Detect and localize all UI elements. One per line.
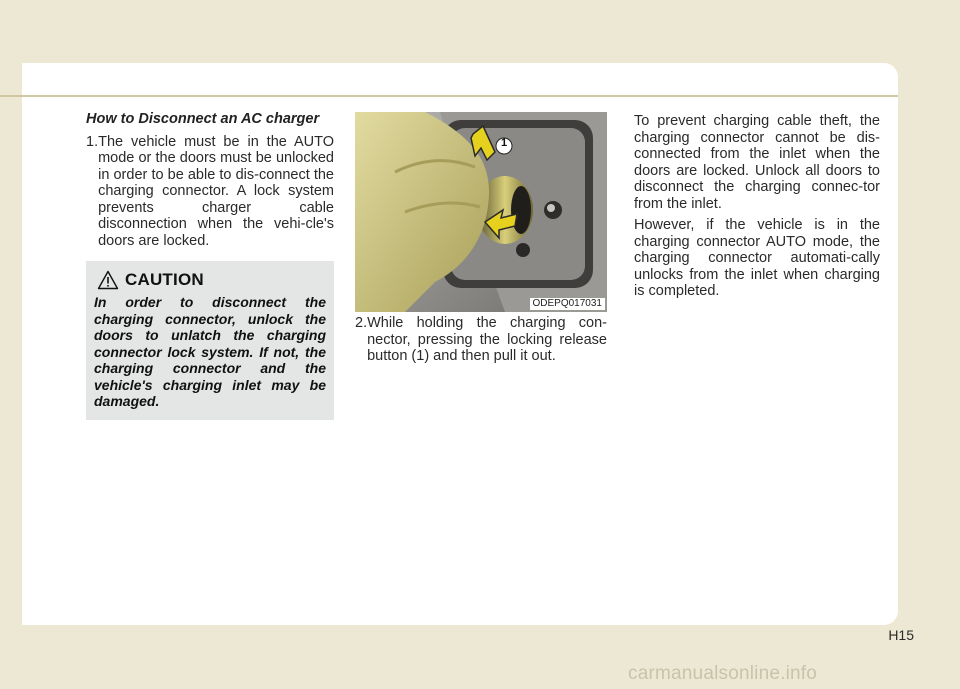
warning-triangle-icon (97, 270, 119, 290)
step-1-number: 1. (86, 133, 99, 150)
step-2-number: 2. (355, 315, 368, 331)
connector-illustration (355, 112, 607, 312)
caution-box (86, 261, 334, 420)
figure-code: ODEPQ017031 (530, 298, 606, 310)
caution-title: CAUTION (125, 270, 204, 289)
auto-mode-paragraph: However, if the vehicle is in the charging connector AUTO mode, the charging connector automati-cally unlocks from the inlet when charging is completed. (634, 217, 880, 299)
theft-prevention-paragraph: To prevent charging cable theft, the charging connector cannot be dis-connected from the inlet when the doors are locked. Unlock all doors to disconnect the charging connec-tor from the inlet. (634, 113, 880, 212)
section-heading: How to Disconnect an AC charger (86, 111, 320, 127)
caution-header (97, 270, 204, 290)
charging-connector-photo (355, 112, 607, 312)
caution-text: In order to disconnect the charging connector, unlock the doors to unlatch the charging connector lock system. If not, the charging connector and the vehicle's charging inlet may be damaged. (94, 294, 326, 409)
header-rule (0, 95, 898, 97)
right-column (634, 113, 880, 305)
watermark: carmanualsonline.info (628, 663, 818, 684)
left-column (86, 111, 334, 249)
step-2-text: While holding the charging con-nector, pressing the locking release button (1) and then pull it out. (367, 315, 607, 364)
middle-column (355, 315, 607, 365)
page-number: H15 (888, 627, 914, 643)
step-1-text: The vehicle must be in the AUTO mode or the doors must be unlocked in order to be able to dis-connect the charging connector. A lock system prevents charger cable disconnection when the vehi-cle's doors are locked. (98, 133, 334, 249)
figure-callout-1: 1 (500, 137, 508, 149)
step-1 (86, 134, 334, 250)
step-2 (355, 315, 607, 365)
